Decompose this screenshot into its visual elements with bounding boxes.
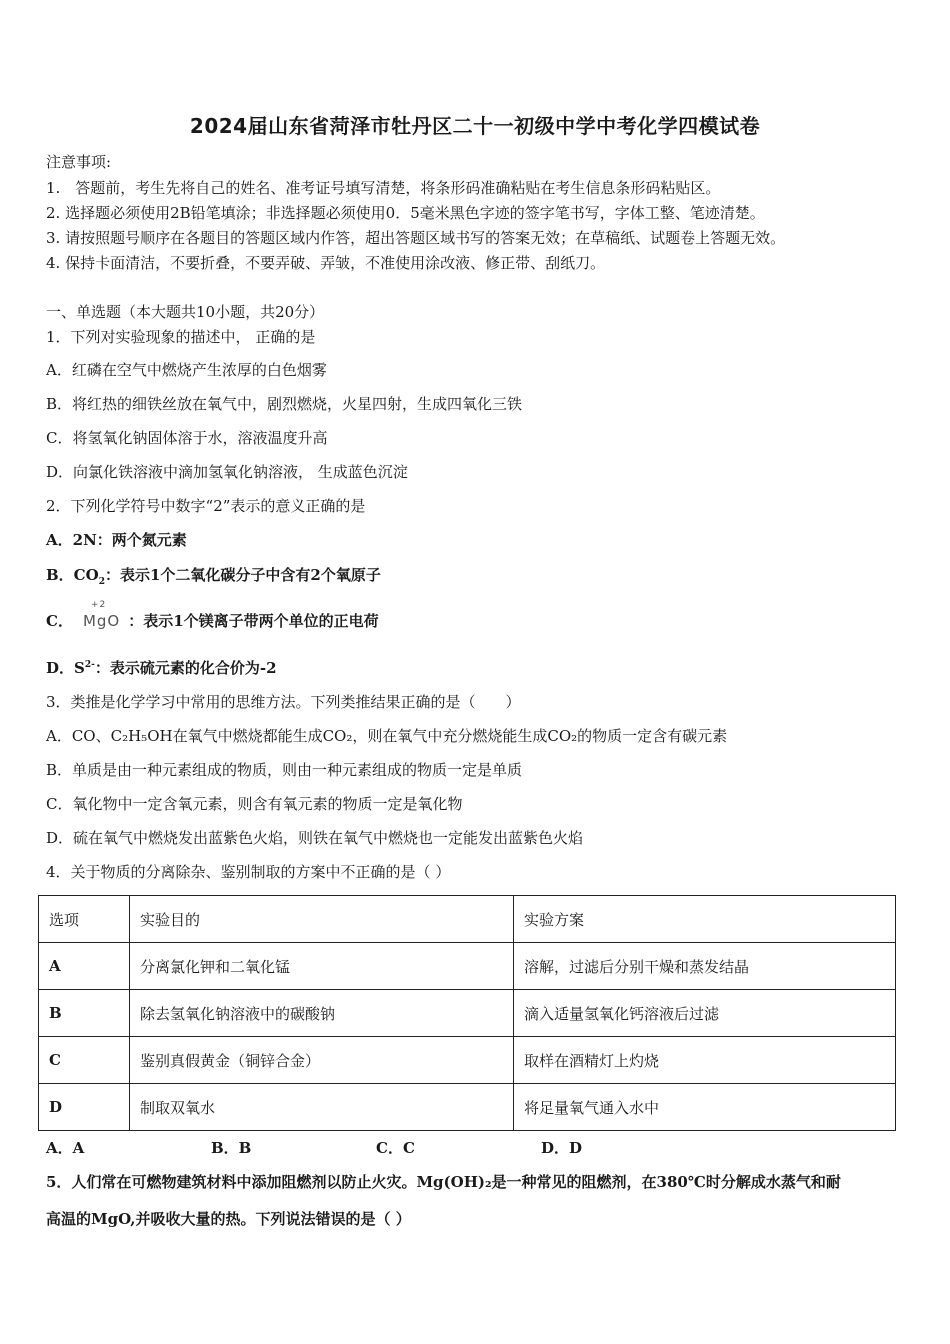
table-header-row [39,896,896,943]
q3-option-c: C．氧化物中一定含氧元素，则含有氧元素的物质一定是氧化物 [46,795,463,813]
mgo-text: MgO [82,612,121,630]
q2-c-prefix: C． [46,612,73,630]
q2-d-prefix: D．S [46,659,85,677]
table-cell: 滴入适量氢氧化钙溶液后过滤 [514,990,896,1037]
q1-stem: 1．下列对实验现象的描述中， 正确的是 [46,328,316,346]
q1-option-d: D．向氯化铁溶液中滴加氢氧化钠溶液， 生成蓝色沉淀 [46,463,408,481]
table-cell: A [39,943,130,990]
q2-option-d [46,658,277,678]
table-row [39,1037,896,1084]
table-cell: 鉴别真假黄金（铜锌合金） [130,1037,514,1084]
table-cell: C [39,1037,130,1084]
q2-c-text: ：表示1个镁离子带两个单位的正电荷 [128,612,379,630]
q4-answer-b: B．B [211,1139,252,1157]
notice-item: 2. 选择题必须使用2B铅笔填涂；非选择题必须使用0．5毫米黑色字迹的签字笔书写，字体工整、笔迹清楚。 [46,204,765,222]
table-cell: 溶解，过滤后分别干燥和蒸发结晶 [514,943,896,990]
q4-stem: 4．关于物质的分离除杂、鉴别制取的方案中不正确的是（ ） [46,863,451,881]
q2-option-b [46,565,381,585]
table-row [39,990,896,1037]
q4-answers [46,1138,582,1158]
table-header: 实验方案 [514,896,896,943]
q4-answer-a: A．A [46,1139,85,1157]
table-row [39,943,896,990]
q2-b-text: ：表示1个二氧化碳分子中含有2个氧原子 [104,566,381,584]
notice-item: 1. 答题前，考生先将自己的姓名、准考证号填写清楚，将条形码准确粘贴在考生信息条形码粘贴区。 [46,179,721,197]
q5-stem-line2: 高温的MgO,并吸收大量的热。下列说法错误的是（ ） [46,1210,411,1228]
table-cell: 取样在酒精灯上灼烧 [514,1037,896,1084]
table-cell: B [39,990,130,1037]
notice-item: 4. 保持卡面清洁，不要折叠，不要弄破、弄皱，不准使用涂改液、修正带、刮纸刀。 [46,254,606,272]
q2-option-a: A．2N：两个氮元素 [46,531,187,549]
q2-b-subscript: 2 [98,577,105,587]
section-heading: 一、单选题（本大题共10小题，共20分） [46,303,325,321]
table-cell: 分离氯化钾和二氧化锰 [130,943,514,990]
q1-option-a: A．红磷在空气中燃烧产生浓厚的白色烟雾 [46,361,327,379]
notice-item: 3. 请按照题号顺序在各题目的答题区域内作答，超出答题区域书写的答案无效；在草稿纸、试题卷上答题无效。 [46,229,786,247]
q1-option-b: B．将红热的细铁丝放在氧气中，剧烈燃烧，火星四射，生成四氧化三铁 [46,395,523,413]
table-cell: 将足量氧气通入水中 [514,1084,896,1131]
q2-option-c [46,600,379,631]
q1-option-c: C．将氢氧化钠固体溶于水，溶液温度升高 [46,429,328,447]
table-row [39,1084,896,1131]
table-cell: 除去氢氧化钠溶液中的碳酸钠 [130,990,514,1037]
q2-b-prefix: B．CO [46,566,99,584]
q4-answer-d: D．D [541,1139,583,1157]
q3-stem: 3．类推是化学学习中常用的思维方法。下列类推结果正确的是（ ） [46,693,521,711]
table-cell: 制取双氧水 [130,1084,514,1131]
q4-answer-c: C．C [376,1139,415,1157]
table-cell: D [39,1084,130,1131]
q3-option-a: A．CO、C₂H₅OH在氧气中燃烧都能生成CO₂，则在氧气中充分燃烧能生成CO₂的物质一定含有碳元素 [46,727,728,745]
notice-heading: 注意事项: [46,153,112,171]
q2-d-text: ：表示硫元素的化合价为-2 [94,659,277,677]
q2-d-superscript: 2- [84,660,95,670]
table-header: 实验目的 [130,896,514,943]
q5-stem-line1: 5．人们常在可燃物建筑材料中添加阻燃剂以防止火灾。Mg(OH)₂是一种常见的阻燃剂，在380℃时分解成水蒸气和耐 [46,1173,841,1191]
table-header: 选项 [39,896,130,943]
mgo-formula [82,600,121,631]
oxidation-state: +2 [90,600,107,610]
q3-option-d: D．硫在氧气中燃烧发出蓝紫色火焰，则铁在氧气中燃烧也一定能发出蓝紫色火焰 [46,829,584,847]
q4-table [38,895,896,1131]
page-title: 2024届山东省菏泽市牡丹区二十一初级中学中考化学四模试卷 [189,114,761,138]
q3-option-b: B．单质是由一种元素组成的物质，则由一种元素组成的物质一定是单质 [46,761,523,779]
q2-stem: 2．下列化学符号中数字“2”表示的意义正确的是 [46,497,366,515]
